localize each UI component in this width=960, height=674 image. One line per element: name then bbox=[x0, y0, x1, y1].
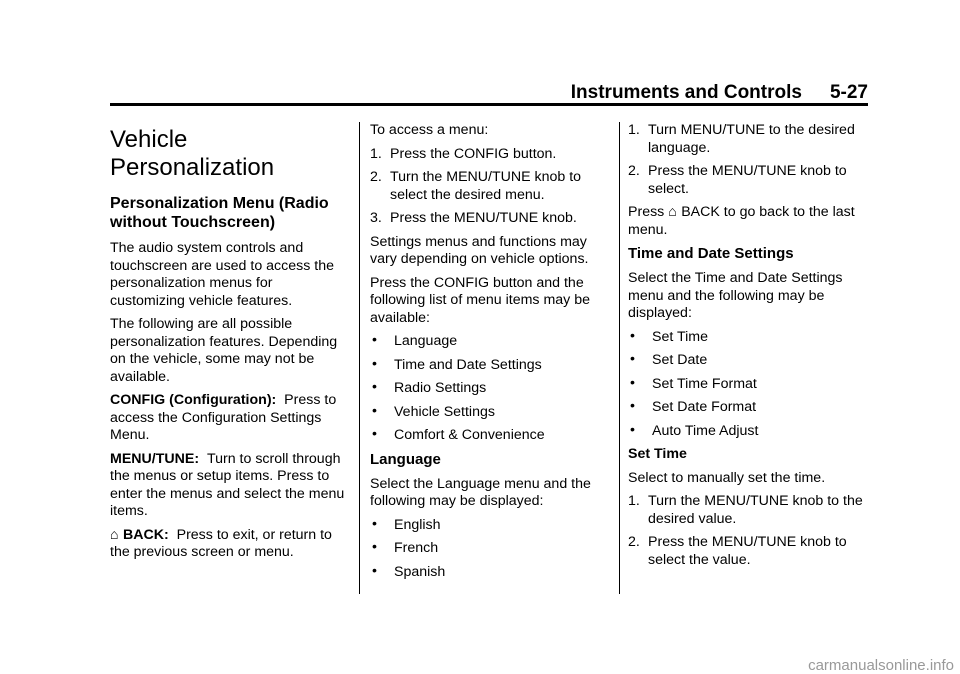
section-heading: Time and Date Settings bbox=[628, 245, 794, 262]
list-item: • English bbox=[372, 515, 441, 533]
list-item: • French bbox=[372, 539, 439, 556]
list-item: • Set Date Format bbox=[630, 398, 757, 415]
paragraph: Press the CONFIG button and the following list of menu items may be available: bbox=[370, 274, 590, 326]
steps-list bbox=[370, 146, 606, 228]
column-1 bbox=[110, 126, 350, 568]
definition-menu-tune: MENU/TUNE: Turn to scroll through the menus or setup items. Press to enter the menus and select the menu items. bbox=[110, 450, 345, 519]
back-icon: ⌂ bbox=[110, 526, 119, 543]
paragraph: The following are all possible personalization features. Depending on the vehicle, some may not be available. bbox=[110, 316, 338, 385]
languages-list bbox=[370, 517, 606, 582]
bullet-icon: • bbox=[630, 374, 635, 391]
watermark: carmanualsonline.info bbox=[808, 657, 954, 674]
list-item: • Time and Date Settings bbox=[372, 355, 542, 373]
menu-items-list bbox=[370, 333, 606, 445]
paragraph: Select the Language menu and the following may be displayed: bbox=[370, 475, 591, 509]
bullet-icon: • bbox=[630, 327, 635, 344]
steps-list bbox=[628, 122, 872, 198]
term: BACK: bbox=[123, 526, 169, 543]
list-item: • Set Time Format bbox=[630, 374, 757, 392]
paragraph: To access a menu: bbox=[370, 122, 489, 138]
list-item: • Spanish bbox=[372, 562, 446, 580]
list-item: 1. Turn the MENU/TUNE knob to the desired value. bbox=[628, 493, 863, 527]
paragraph: Settings menus and functions may vary depending on vehicle options. bbox=[370, 233, 589, 267]
bullet-icon: • bbox=[372, 562, 377, 579]
back-icon: ⌂ bbox=[668, 204, 677, 220]
list-item: • Set Date bbox=[630, 351, 708, 368]
list-item: 2. Press the MENU/TUNE knob to select. bbox=[628, 163, 847, 197]
bullet-icon: • bbox=[372, 332, 377, 348]
list-item: 1. Press the CONFIG button. bbox=[370, 145, 557, 162]
paragraph: Select to manually set the time. bbox=[628, 469, 826, 486]
bullet-icon: • bbox=[372, 402, 377, 419]
definition-config: CONFIG (Configuration): Press to access the Configuration Settings Menu. bbox=[110, 392, 337, 443]
paragraph: Select the Time and Date Settings menu and the following may be displayed: bbox=[628, 270, 843, 321]
section-heading: Personalization Menu (Radio without Touchscreen) bbox=[110, 195, 329, 231]
bullet-icon: • bbox=[372, 539, 377, 555]
list-item: • Auto Time Adjust bbox=[630, 421, 759, 439]
list-item: • Comfort & Convenience bbox=[372, 426, 545, 443]
bullet-icon: • bbox=[372, 379, 377, 395]
time-date-list bbox=[628, 329, 872, 441]
list-item: • Radio Settings bbox=[372, 379, 487, 396]
steps-list bbox=[628, 493, 872, 569]
bullet-icon: • bbox=[630, 421, 635, 438]
list-item: 2. Press the MENU/TUNE knob to select the value. bbox=[628, 534, 847, 568]
list-item: 3. Press the MENU/TUNE knob. bbox=[370, 210, 577, 226]
paragraph: Press ⌂ BACK to go back to the last menu. bbox=[628, 204, 855, 238]
bullet-icon: • bbox=[630, 398, 635, 414]
list-item: • Vehicle Settings bbox=[372, 402, 495, 420]
column-3 bbox=[628, 122, 872, 575]
header-rule bbox=[110, 103, 868, 106]
page-number: 5-27 bbox=[829, 82, 868, 103]
paragraph: The audio system controls and touchscreen are used to access the personalization menus for customizing vehicle features. bbox=[110, 240, 334, 309]
section-title: Instruments and Controls bbox=[570, 82, 802, 103]
list-item: • Set Time bbox=[630, 327, 708, 345]
list-item: 1. Turn MENU/TUNE to the desired language. bbox=[628, 122, 855, 156]
page-header bbox=[110, 82, 868, 104]
bullet-icon: • bbox=[372, 515, 377, 532]
bullet-icon: • bbox=[630, 351, 635, 367]
definition-back: ⌂ BACK: Press to exit, or return to the previous screen or menu. bbox=[110, 526, 332, 560]
subheading: Set Time bbox=[628, 446, 687, 462]
bullet-icon: • bbox=[372, 426, 377, 442]
list-item: 2. Turn the MENU/TUNE knob to select the desired menu. bbox=[370, 169, 582, 203]
section-heading: Language bbox=[370, 450, 441, 468]
list-item: • Language bbox=[372, 332, 458, 349]
term: MENU/TUNE: bbox=[110, 450, 200, 467]
column-divider bbox=[359, 122, 360, 594]
bullet-icon: • bbox=[372, 355, 377, 372]
column-2 bbox=[370, 122, 606, 587]
term: CONFIG (Configuration): bbox=[110, 392, 277, 408]
column-divider bbox=[619, 122, 620, 594]
page-title: Vehicle Personalization bbox=[110, 126, 275, 181]
